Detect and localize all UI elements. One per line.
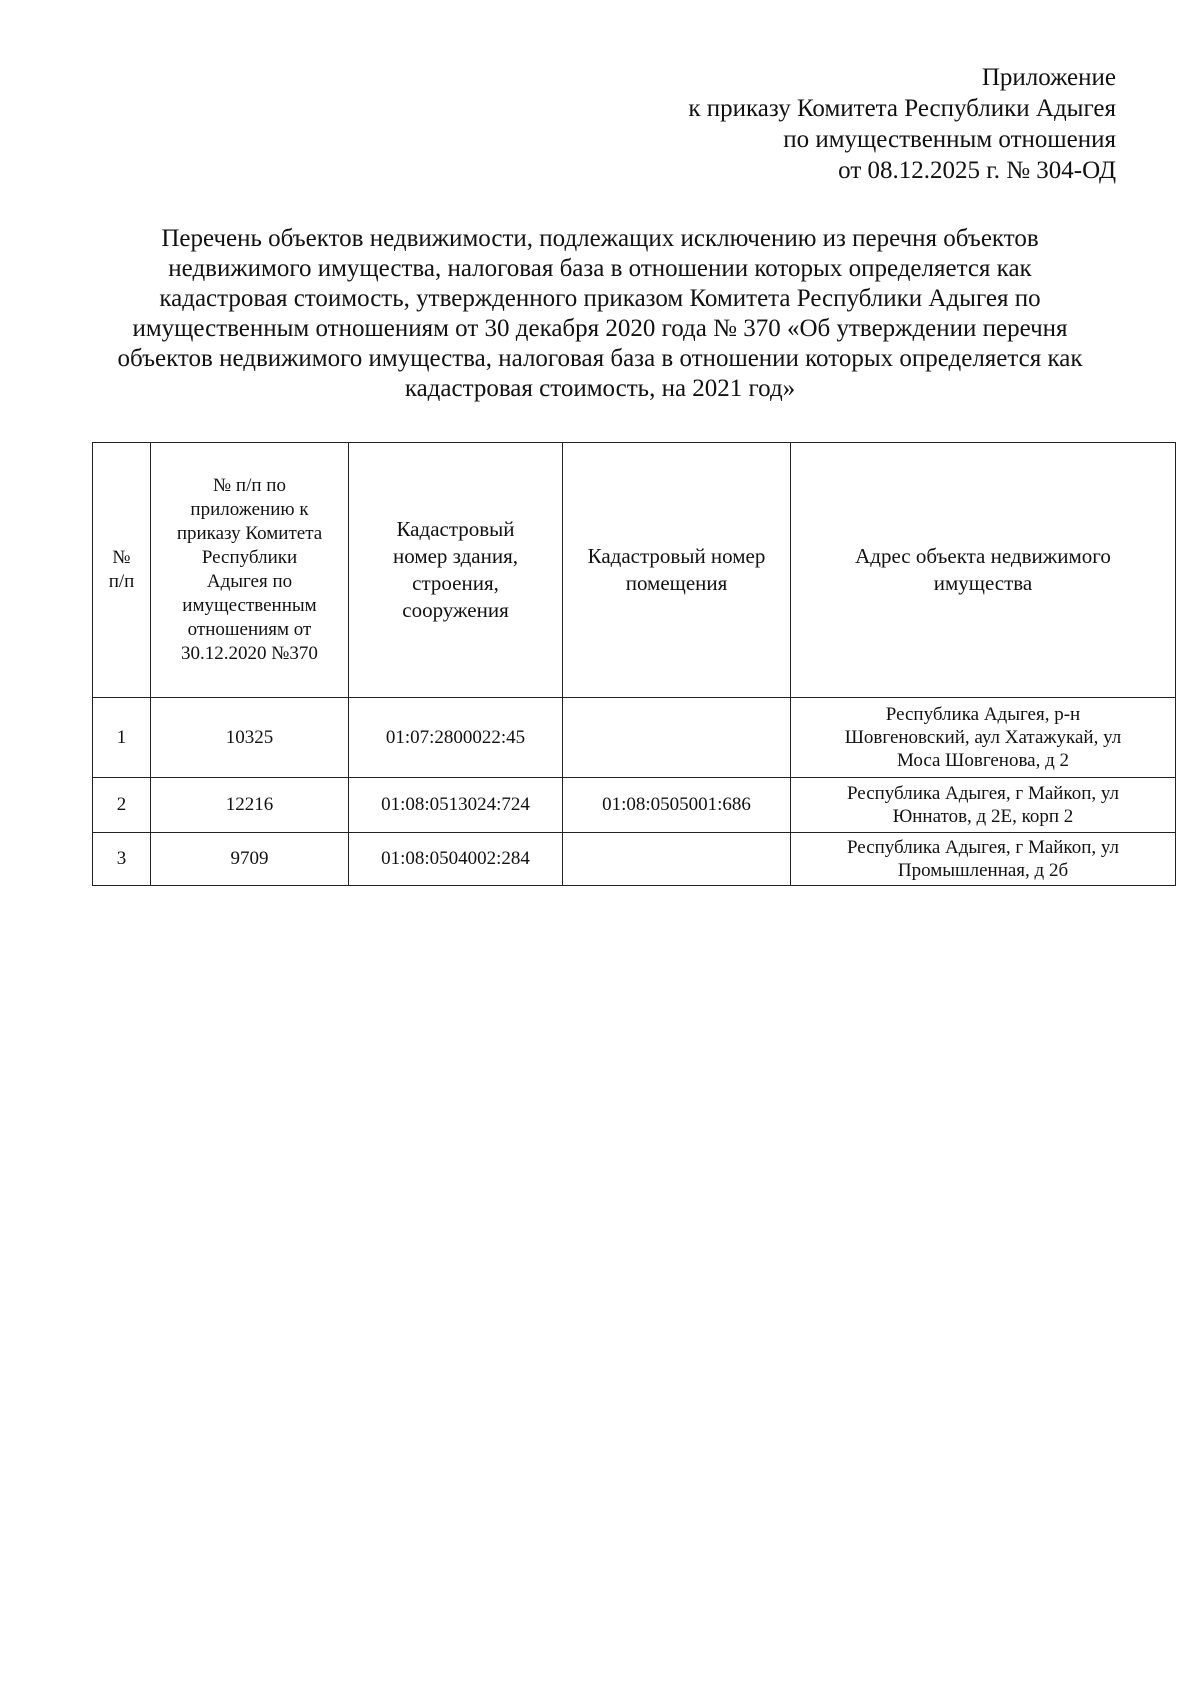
title-line: кадастровая стоимость, на 2021 год» (404, 375, 796, 402)
cell-address: Республика Адыгея, р-н Шовгеновский, аул Хатажукай, ул Моса Шовгенова, д 2 (791, 698, 1176, 778)
cell-num: 1 (93, 698, 151, 778)
title-line: объектов недвижимого имущества, налоговая база в отношении которых определяется как (117, 345, 1083, 372)
cell-num: 3 (93, 833, 151, 886)
appendix-line: к приказу Комитета Республики Адыгея (688, 95, 1116, 122)
appendix-line: от 08.12.2025 г. № 304-ОД (838, 157, 1116, 184)
header-num: № п/п (93, 443, 151, 698)
objects-table (92, 442, 1176, 886)
cell-num: 2 (93, 778, 151, 833)
cell-ref: 12216 (151, 778, 349, 833)
table-row (93, 833, 1176, 886)
header-room-cadastral: Кадастровый номер помещения (563, 443, 791, 698)
cell-room-cadastral: 01:08:0505001:686 (563, 778, 791, 833)
cell-building-cadastral: 01:08:0504002:284 (349, 833, 563, 886)
cell-building-cadastral: 01:07:2800022:45 (349, 698, 563, 778)
cell-room-cadastral (563, 833, 791, 886)
table-row (93, 698, 1176, 778)
appendix-header (416, 62, 1116, 186)
title-line: кадастровая стоимость, утвержденного приказом Комитета Республики Адыгея по (159, 285, 1041, 312)
title-line: имущественным отношениям от 30 декабря 2020 года № 370 «Об утверждении перечня (132, 315, 1068, 342)
title-line: недвижимого имущества, налоговая база в отношении которых определяется как (168, 255, 1032, 282)
appendix-line: по имущественным отношения (783, 126, 1116, 153)
cell-address: Республика Адыгея, г Майкоп, ул Юннатов, д 2Е, корп 2 (791, 778, 1176, 833)
cell-room-cadastral (563, 698, 791, 778)
cell-ref: 10325 (151, 698, 349, 778)
table-header-row (93, 443, 1176, 698)
cell-address: Республика Адыгея, г Майкоп, ул Промышленная, д 2б (791, 833, 1176, 886)
appendix-line: Приложение (981, 64, 1116, 91)
header-address: Адрес объекта недвижимого имущества (791, 443, 1176, 698)
table-row (93, 778, 1176, 833)
header-ref: № п/п по приложению к приказу Комитета Республики Адыгея по имущественным отношениям от 30.12.2020 №370 (151, 443, 349, 698)
cell-building-cadastral: 01:08:0513024:724 (349, 778, 563, 833)
title-line: Перечень объектов недвижимости, подлежащих исключению из перечня объектов (161, 225, 1039, 252)
header-building-cadastral: Кадастровый номер здания, строения, сооружения (349, 443, 563, 698)
cell-ref: 9709 (151, 833, 349, 886)
document-title (70, 224, 1130, 404)
